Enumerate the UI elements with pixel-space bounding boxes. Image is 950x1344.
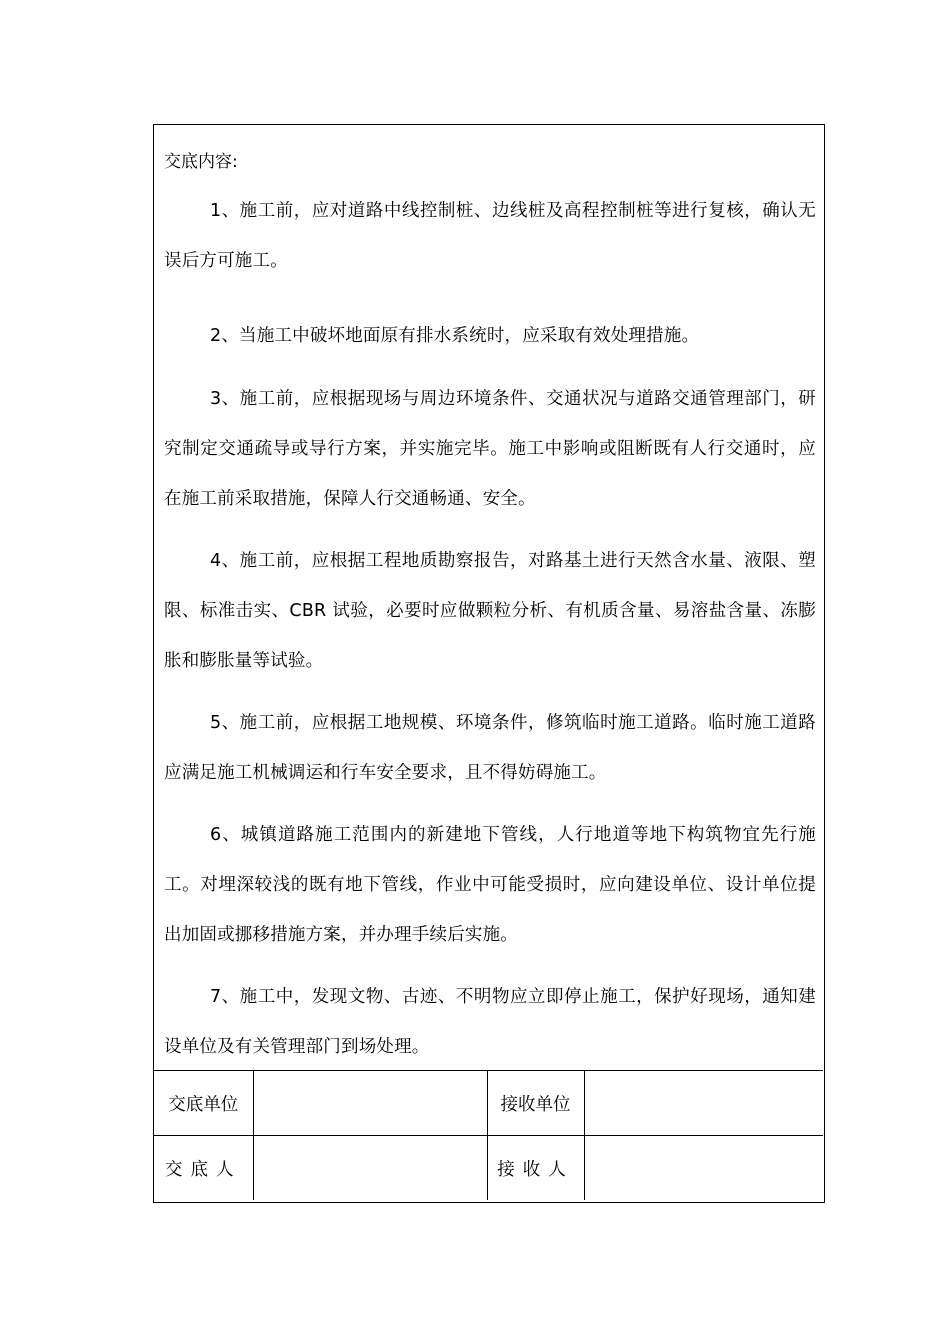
signoff-table [154, 1071, 823, 1200]
paragraph-2: 2、当施工中破坏地面原有排水系统时，应采取有效处理措施。 [210, 326, 700, 346]
paragraph-7: 7、施工中，发现文物、古迹、不明物应立即停止施工，保护好现场，通知建设单位及有关管理部门到场处理。 [164, 987, 816, 1057]
handover-unit-field[interactable] [253, 1071, 487, 1136]
paragraph-4: 4、施工前，应根据工程地质勘察报告，对路基土进行天然含水量、液限、塑限、标准击实、CBR 试验，必要时应做颗粒分析、有机质含量、易溶盐含量、冻膨胀和膨胀量等试验。 [164, 551, 816, 671]
receiving-unit-label: 接收单位 [487, 1071, 584, 1136]
signoff-row-units [154, 1071, 823, 1136]
handover-person-field[interactable] [253, 1136, 487, 1201]
paragraph-6: 6、城镇道路施工范围内的新建地下管线，人行地道等地下构筑物宜先行施工。对埋深较浅的既有地下管线，作业中可能受损时，应向建设单位、设计单位提出加固或挪移措施方案，并办理手续后实施。 [164, 825, 816, 945]
signoff-row-persons [154, 1136, 823, 1201]
handover-person-label: 交底人 [154, 1136, 253, 1201]
disclosure-form [153, 124, 825, 1203]
receiver-field[interactable] [584, 1136, 823, 1201]
paragraph-1: 1、施工前，应对道路中线控制桩、边线桩及高程控制桩等进行复核，确认无误后方可施工。 [164, 201, 816, 271]
paragraph-5: 5、施工前，应根据工地规模、环境条件，修筑临时施工道路。临时施工道路应满足施工机械调运和行车安全要求，且不得妨碍施工。 [164, 713, 816, 783]
content-title: 交底内容: [164, 152, 238, 172]
paragraph-3: 3、施工前，应根据现场与周边环境条件、交通状况与道路交通管理部门，研究制定交通疏导或导行方案，并实施完毕。施工中影响或阻断既有人行交通时，应在施工前采取措施，保障人行交通畅通、安全。 [164, 389, 816, 509]
receiver-label: 接收人 [487, 1136, 584, 1201]
handover-unit-label: 交底单位 [154, 1071, 253, 1136]
disclosure-content-cell [154, 125, 823, 1071]
receiving-unit-field[interactable] [584, 1071, 823, 1136]
